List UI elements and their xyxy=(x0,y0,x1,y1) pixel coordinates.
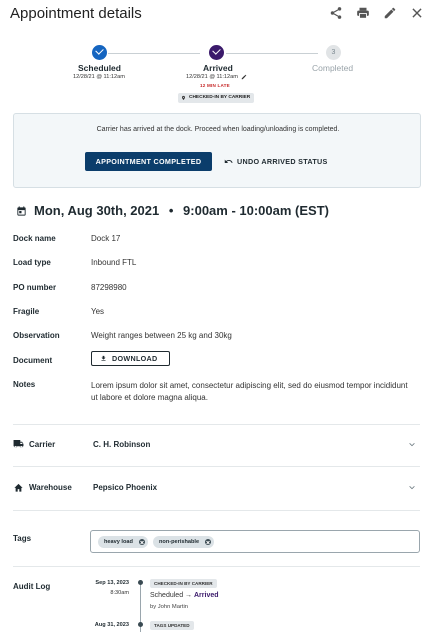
datetime-separator: • xyxy=(168,203,174,218)
audit-entry-author: by John Martin xyxy=(150,604,189,610)
detail-label: Load type xyxy=(13,258,51,267)
step-arrived-label: Arrived xyxy=(203,63,233,73)
step-scheduled-label: Scheduled xyxy=(78,63,121,73)
detail-label: Fragile xyxy=(13,307,40,316)
share-icon[interactable] xyxy=(329,6,343,20)
tag-label: non-perishable xyxy=(159,539,200,545)
detail-label: Dock name xyxy=(13,234,56,243)
warehouse-label: Warehouse xyxy=(29,483,72,492)
step-arrived-timestamp: 12/28/21 @ 11:12am xyxy=(186,74,238,80)
carrier-label: Carrier xyxy=(29,440,56,449)
checked-in-badge xyxy=(178,93,254,103)
appointment-time: 9:00am - 10:00am (EST) xyxy=(183,203,329,218)
remove-tag-icon[interactable] xyxy=(205,539,211,545)
step-connector xyxy=(226,53,318,54)
divider xyxy=(13,466,420,467)
timeline-dot xyxy=(138,622,143,627)
carrier-section[interactable] xyxy=(13,438,421,454)
warehouse-section[interactable] xyxy=(13,481,421,497)
carrier-value: C. H. Robinson xyxy=(93,440,151,449)
download-button[interactable] xyxy=(91,351,170,366)
banner-message: Carrier has arrived at the dock. Proceed when loading/unloading is completed. xyxy=(96,126,340,133)
timeline-dot xyxy=(138,580,143,585)
home-icon xyxy=(13,483,24,492)
audit-entry-chip: TAGS UPDATED xyxy=(150,621,194,630)
divider xyxy=(13,510,420,511)
tags-input[interactable] xyxy=(90,530,420,553)
edit-icon[interactable] xyxy=(383,6,397,20)
audit-from-status: Scheduled xyxy=(150,592,184,599)
appointment-date: Mon, Aug 30th, 2021 xyxy=(34,203,160,218)
tag-label: heavy load xyxy=(104,539,133,545)
print-icon[interactable] xyxy=(356,6,370,20)
audit-entry-time: 8:30am xyxy=(110,590,129,596)
step-scheduled-check-icon xyxy=(92,45,107,60)
step-scheduled-timestamp: 12/28/21 @ 11:12am xyxy=(73,74,125,80)
arrow-right-icon: → xyxy=(185,592,193,599)
download-label: DOWNLOAD xyxy=(112,354,158,363)
audit-entry-date: Aug 31, 2023 xyxy=(94,622,129,628)
detail-label: Notes xyxy=(13,380,36,389)
detail-value: Inbound FTL xyxy=(91,258,137,267)
audit-log-label: Audit Log xyxy=(13,582,51,591)
appointment-completed-button[interactable]: APPOINTMENT COMPLETED xyxy=(85,152,212,171)
detail-label: PO number xyxy=(13,283,57,292)
detail-value: Yes xyxy=(91,307,105,316)
divider xyxy=(13,424,420,425)
modal-header xyxy=(0,0,434,30)
step-completed-label: Completed xyxy=(312,63,354,73)
late-indicator: 12 MIN LATE xyxy=(200,83,230,88)
chevron-down-icon[interactable] xyxy=(409,442,415,447)
close-icon[interactable] xyxy=(410,6,424,20)
chevron-down-icon[interactable] xyxy=(409,485,415,490)
undo-arrived-button[interactable] xyxy=(224,152,328,171)
tags-label: Tags xyxy=(13,534,32,543)
audit-entry-chip: CHECKED-IN BY CARRIER xyxy=(150,579,217,588)
undo-arrived-label: UNDO ARRIVED STATUS xyxy=(237,157,328,166)
warehouse-value: Pepsico Phoenix xyxy=(93,483,158,492)
step-connector xyxy=(108,53,200,54)
audit-entry-date: Sep 13, 2023 xyxy=(95,580,129,586)
detail-value: Weight ranges between 25 kg and 30kg xyxy=(91,331,232,340)
checked-in-badge-text: CHECKED-IN BY CARRIER xyxy=(189,95,251,100)
page-title: Appointment details xyxy=(10,5,142,22)
arrival-banner xyxy=(13,113,421,188)
appointment-datetime-text xyxy=(34,203,329,218)
status-stepper xyxy=(0,40,434,110)
header-actions xyxy=(329,6,424,20)
audit-status-change xyxy=(150,592,219,599)
audit-to-status: Arrived xyxy=(194,592,219,599)
tag-chip xyxy=(98,536,148,548)
edit-arrival-time-icon[interactable] xyxy=(241,74,247,80)
detail-value: 87298980 xyxy=(91,283,127,292)
detail-label: Document xyxy=(13,356,53,365)
divider xyxy=(13,566,420,567)
truck-icon xyxy=(13,440,24,449)
download-icon xyxy=(100,355,107,362)
calendar-icon xyxy=(16,205,27,217)
remove-tag-icon[interactable] xyxy=(139,539,145,545)
detail-label: Observation xyxy=(13,331,60,340)
notes-text: Lorem ipsum dolor sit amet, consectetur adipiscing elit, sed do eiusmod tempor incididunt ut labore et dolore magna aliqua. xyxy=(91,381,408,402)
location-pin-icon xyxy=(181,95,186,101)
tag-chip xyxy=(153,536,214,548)
undo-icon xyxy=(224,157,233,166)
detail-value: Dock 17 xyxy=(91,234,121,243)
step-arrived-check-icon xyxy=(209,45,224,60)
step-completed-number: 3 xyxy=(326,45,341,60)
